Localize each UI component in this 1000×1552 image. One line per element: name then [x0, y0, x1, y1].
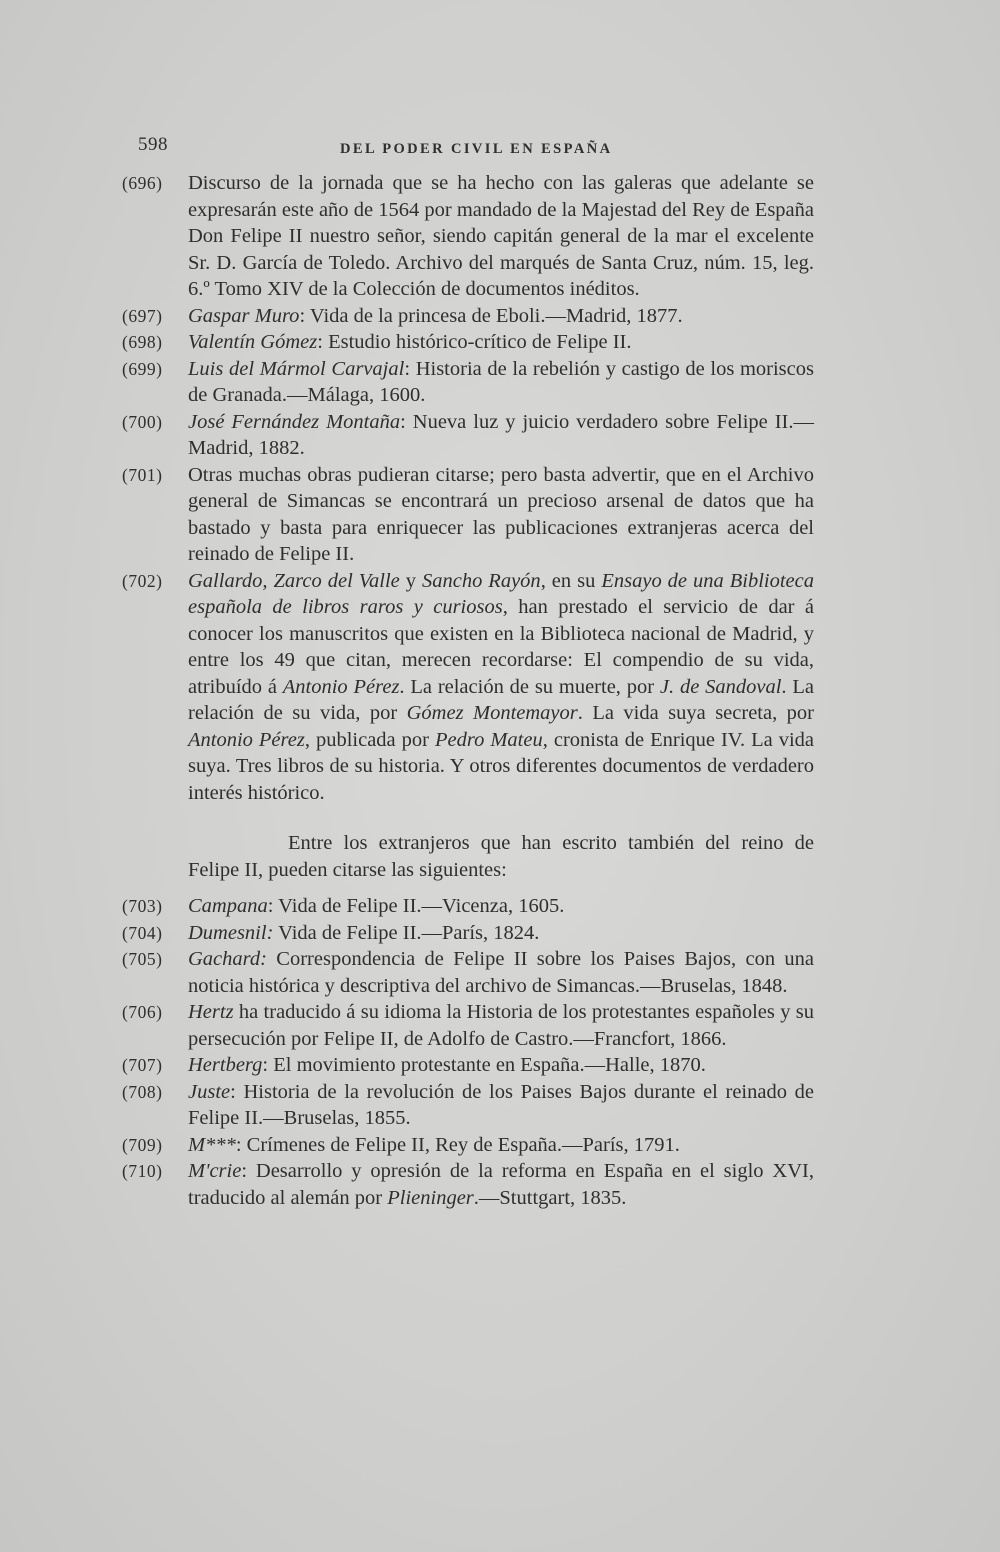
- footnote-text: Correspondencia de Felipe II sobre los Paises Bajos, con una noticia histórica y descriptiva del archivo de Simancas.—Bruselas, 1848.: [188, 948, 814, 997]
- footnote-number: (707): [122, 1055, 163, 1075]
- footnote-italic-text: José Fernández Montaña: [188, 410, 401, 433]
- footnote-text: , han prestado el servicio de dar á conocer los manuscritos que existen en la Biblioteca nacional de Madrid, y entre los 49 que citan, merecen recordarse: El compendio de su vida, atribuído á: [188, 596, 814, 698]
- footnote-italic-text: Ensayo de una Biblioteca española de libros raros y curiosos: [188, 569, 814, 618]
- footnote: [108, 356, 814, 409]
- footnote-number: (696): [122, 173, 163, 193]
- notes-list-a: [108, 170, 814, 806]
- footnote-text: : Vida de la princesa de Eboli.—Madrid, 1877.: [299, 304, 683, 327]
- footnote: [108, 1158, 814, 1211]
- footnote-text: ha traducido á su idioma la Historia de los protestantes españoles y su persecución por Felipe II, de Adolfo de Castro.—Francfort, 1866.: [188, 1001, 814, 1050]
- footnote-number: (710): [122, 1161, 163, 1181]
- footnote: [108, 170, 814, 303]
- footnote-text: . La relación de su vida, por: [188, 675, 814, 724]
- footnote-italic-text: Hertberg: [188, 1054, 263, 1076]
- footnote-italic-text: Gaspar Muro: [188, 304, 300, 327]
- footnote-number: (697): [122, 305, 163, 326]
- footnote-number: (702): [122, 570, 163, 591]
- footnote-italic-text: Sancho Rayón: [421, 569, 541, 592]
- footnote: [108, 920, 814, 947]
- footnote: [108, 946, 814, 999]
- footnote: [108, 329, 814, 356]
- footnote-text: : Nueva luz y juicio verdadero sobre Felipe II.—Madrid, 1882.: [188, 410, 814, 459]
- running-head: DEL PODER CIVIL EN ESPAÑA: [340, 141, 613, 157]
- footnote: [108, 1052, 814, 1079]
- footnote-italic-text: Gómez Montemayor: [406, 702, 578, 724]
- footnote-italic-text: Gachard:: [188, 948, 267, 970]
- footnote-italic-text: Luis del Mármol Carvajal: [188, 357, 405, 380]
- page-number: 598: [138, 134, 168, 155]
- body-paragraph: Entre los extranjeros que han escrito también del reino de Felipe II, pueden citarse las siguientes:: [188, 832, 814, 881]
- footnote-italic-text: Antonio Pérez: [282, 675, 400, 698]
- footnote-text: , publicada por: [304, 728, 435, 751]
- footnote-text: . La relación de su muerte, por: [399, 675, 660, 698]
- notes-column: [108, 170, 814, 1211]
- notes-list-b: [108, 893, 814, 1211]
- footnote-italic-text: Antonio Pérez: [188, 728, 305, 751]
- footnote-text: : Desarrollo y opresión de la reforma en España en el siglo XVI, traducido al alemán por: [188, 1160, 814, 1209]
- footnote-number: (703): [122, 896, 163, 916]
- footnote: [108, 1132, 814, 1159]
- footnote-text: .—Stuttgart, 1835.: [473, 1186, 627, 1209]
- footnote-number: (700): [122, 411, 163, 432]
- footnote-italic-text: J. de Sandoval: [659, 675, 782, 698]
- footnote-italic-text: Plieninger: [387, 1186, 474, 1209]
- footnote-italic-text: Dumesnil:: [188, 921, 274, 944]
- footnote-text: , cronista de Enrique IV. La vida suya. Tres libros de su historia. Y otros diferentes documentos de verdadero interés histórico.: [188, 728, 815, 804]
- footnote-number: (704): [122, 922, 163, 943]
- footnote-italic-text: Juste: [188, 1080, 231, 1103]
- footnote-text: : Vida de Felipe II.—Vicenza, 1605.: [267, 895, 565, 917]
- footnote-text: : El movimiento protestante en España.—Halle, 1870.: [262, 1054, 706, 1076]
- footnote-text: : Crímenes de Felipe II, Rey de España.—París, 1791.: [235, 1133, 680, 1156]
- footnote-text: Discurso de la jornada que se ha hecho con las galeras que adelante se expresarán este año de 1564 por mandado de la Majestad del Rey de España Don Felipe II nuestro señor, siendo capitán general de la mar el excelente Sr. D. García de Toledo. Archivo del marqués de Santa Cruz, núm. 15, leg. 6.º Tomo XIV de la Colección de documentos inéditos.: [188, 172, 814, 300]
- footnote: [108, 303, 814, 330]
- footnote-text: Vida de Felipe II.—París, 1824.: [273, 921, 540, 944]
- footnote: [108, 999, 814, 1052]
- footnote-italic-text: Gallardo, Zarco del Valle: [188, 569, 400, 592]
- footnote-number: (706): [122, 1002, 163, 1022]
- footnote-number: (705): [122, 949, 163, 969]
- footnote-text: : Historia de la rebelión y castigo de los moriscos de Granada.—Málaga, 1600.: [188, 357, 814, 406]
- footnote-number: (699): [122, 358, 163, 379]
- footnote-number: (698): [122, 332, 163, 352]
- footnote: [108, 568, 814, 807]
- footnote-number: (709): [122, 1134, 163, 1155]
- footnote: [108, 1079, 814, 1132]
- footnote-text: , en su: [540, 569, 602, 592]
- footnote-italic-text: Hertz: [188, 1001, 234, 1023]
- footnote-text: Otras muchas obras pudieran citarse; pero basta advertir, que en el Archivo general de Simancas se encontrará un precioso arsenal de datos que ha bastado y basta para enriquecer las publicaciones extranjeras acerca del reinado de Felipe II.: [188, 463, 814, 565]
- footnote-italic-text: M'crie: [188, 1160, 242, 1182]
- footnote-text: y: [399, 569, 422, 592]
- footnote: [108, 462, 814, 568]
- footnote-italic-text: Pedro Mateu: [435, 728, 543, 751]
- footnote-italic-text: Valentín Gómez: [188, 331, 318, 353]
- footnote: [108, 409, 814, 462]
- footnote-italic-text: M***: [188, 1133, 236, 1156]
- footnote-number: (701): [122, 464, 163, 485]
- footnote: [108, 893, 814, 920]
- footnote-number: (708): [122, 1081, 163, 1102]
- footnote-text: : Historia de la revolución de los Paises Bajos durante el reinado de Felipe II.—Bruselas, 1855.: [188, 1080, 814, 1129]
- footnote-text: : Estudio histórico-crítico de Felipe II.: [317, 331, 632, 353]
- footnote-italic-text: Campana: [188, 895, 268, 917]
- footnote-text: . La vida suya secreta, por: [577, 702, 814, 724]
